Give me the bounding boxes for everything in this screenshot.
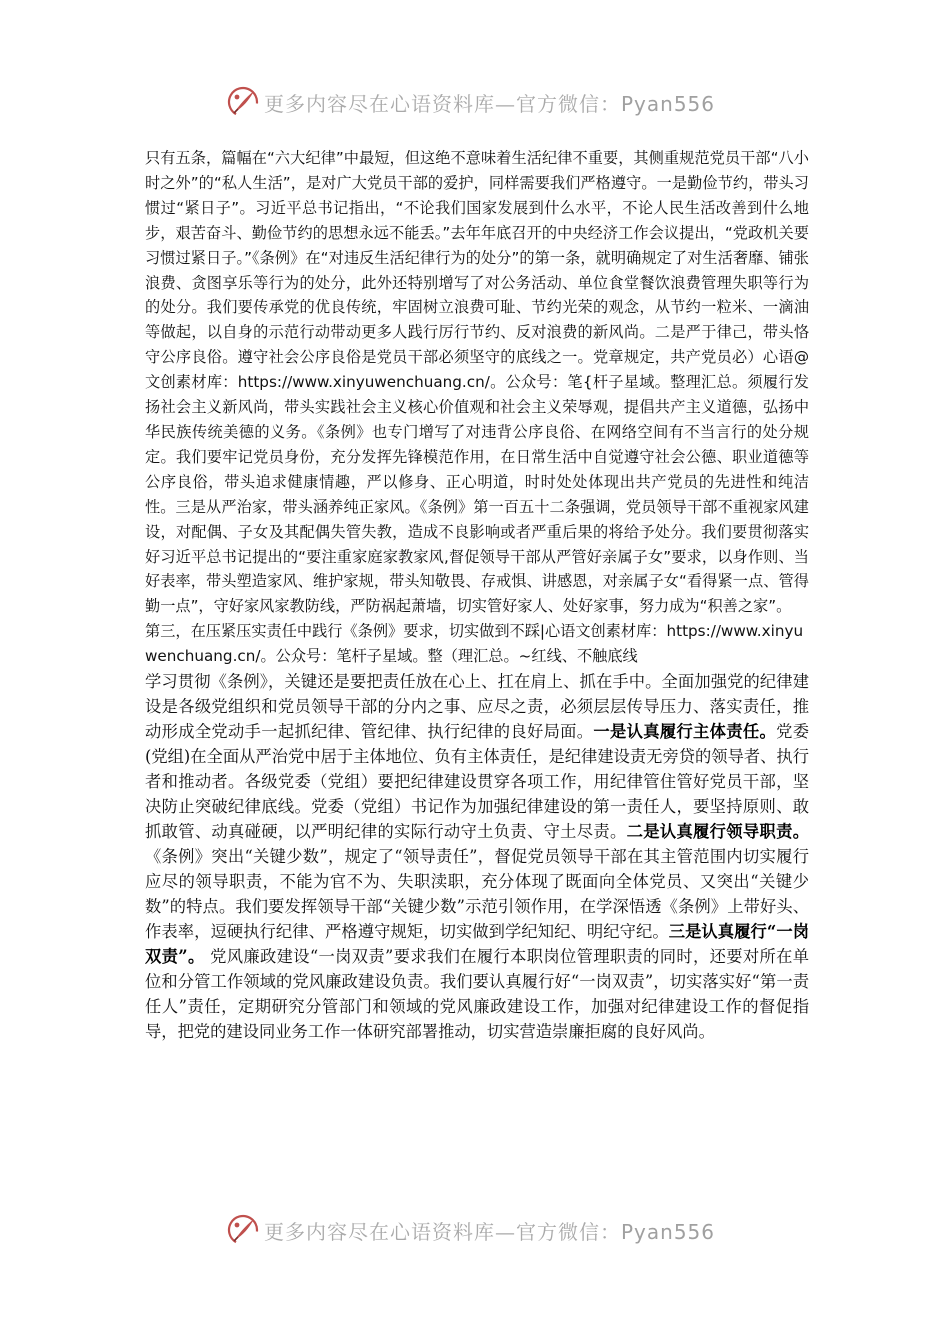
quill-pen-icon — [226, 1213, 260, 1247]
quill-pen-icon — [226, 85, 260, 119]
wechat-id: Pyan556 — [621, 1219, 716, 1244]
document-body — [145, 146, 809, 1044]
text-run: 学习贯彻《条例》，关键还是要把责任放在心上、扛在肩上、抓在手中。全面加强党的纪律建设是各级党组织和党员领导干部的分内之事、应尽之责，必须层层传导压力、落实责任，推动形成全党动手一起抓纪律、管纪律、执行纪律的良好局面。 — [145, 672, 809, 742]
bold-point-two: 二是认真履行领导职责。 — [626, 822, 809, 842]
paragraph-responsibility — [145, 669, 809, 1044]
text-run: 党风廉政建设“一岗双责”要求我们在履行本职岗位管理职责的同时，还要对所在单位和分管工作领域的党风廉政建设负责。我们要认真履行好“一岗双责”，切实落实好“第一责任人”责任，定期研究分管部门和领域的党风廉政建设工作，加强对纪律建设工作的督促指导，把党的建设同业务工作一体研究部署推动，切实营造崇廉拒腐的良好风尚。 — [145, 947, 809, 1042]
header-watermark-banner — [226, 82, 746, 122]
footer-watermark-banner — [226, 1210, 746, 1250]
watermark-text: 更多内容尽在心语资料库—官方微信：Pyan556 — [264, 1219, 716, 1244]
text-run: 党委(党组)在全面从严治党中居于主体地位、负有主体责任，是纪律建设责无旁贷的领导者、执行者和推动者。各级党委（党组）要把纪律建设贯穿各项工作，用纪律管住管好党员干部，坚决防止突破纪律底线。党委（党组）书记作为加强纪律建设的第一责任人，要坚持原则、敢抓敢管、动真碰硬，以严明纪律的实际行动守土负责、守土尽责。 — [145, 722, 809, 842]
bold-point-three: 三是认真履行“一岗双责”。 — [145, 922, 809, 967]
paragraph-section-three-heading: 第三，在压紧压实责任中践行《条例》要求，切实做到不踩|心语文创素材库：https://www.xinyuwenchuang.cn/。公众号：笔杆子星域。整（理汇总。~红线、不触底线 — [145, 622, 804, 666]
paragraph-life-discipline: 只有五条，篇幅在“六大纪律”中最短，但这绝不意味着生活纪律不重要，其侧重规范党员干部“八小时之外”的“私人生活”，是对广大党员干部的爱护，同样需要我们严格遵守。一是勤俭节约，带头习惯过“紧日子”。习近平总书记指出，“不论我们国家发展到什么水平，不论人民生活改善到什么地步，艰苦奋斗、勤俭节约的思想永远不能丢。”去年年底召开的中央经济工作会议提出，“党政机关要习惯过紧日子。”《条例》在“对违反生活纪律行为的处分”的第一条，就明确规定了对生活奢靡、铺张浪费、贪图享乐等行为的处分，此外还特别增写了对公务活动、单位食堂餐饮浪费管理失职等行为的处分。我们要传承党的优良传统，牢固树立浪费可耻、节约光荣的观念，从节约一粒米、一滴油等做起，以自身的示范行动带动更多人践行厉行节约、反对浪费的新风尚。二是严于律己，带头恪守公序良俗。遵守社会公序良俗是党员干部必须坚守的底线之一。党章规定，共产党员必）心语@文创素材库：https://www.xinyuwenchuang.cn/。公众号：笔{杆子星域。整理汇总。须履行发扬社会主义新风尚，带头实践社会主义核心价值观和社会主义荣辱观，提倡共产主义道德，弘扬中华民族传统美德的义务。《条例》也专门增写了对违背公序良俗、在网络空间有不当言行的处分规定。我们要牢记党员身份，充分发挥先锋模范作用，在日常生活中自觉遵守社会公德、职业道德等公序良俗，带头追求健康情趣，严以修身、正心明道，时时处处体现出共产党员的先进性和纯洁性。三是从严治家，带头涵养纯正家风。《条例》第一百五十二条强调，党员领导干部不重视家风建设，对配偶、子女及其配偶失管失教，造成不良影响或者严重后果的将给予处分。我们要贯彻落实好习近平总书记提出的“要注重家庭家教家风,督促领导干部从严管好亲属子女”要求，以身作则、当好表率，带头塑造家风、维护家规，带头知敬畏、存戒惧、讲感恩，对亲属子女“看得紧一点、管得勤一点”，守好家风家教防线，严防祸起萧墙，切实管好家人、处好家事，努力成为“积善之家”。 — [145, 149, 809, 616]
bold-point-one: 一是认真履行主体责任。 — [593, 722, 777, 742]
wechat-id: Pyan556 — [621, 91, 716, 116]
watermark-text: 更多内容尽在心语资料库—官方微信：Pyan556 — [264, 91, 716, 116]
text-run: 《条例》突出“关键少数”，规定了“领导责任”，督促党员领导干部在其主管范围内切实履行应尽的领导职责，不能为官不为、失职渎职，充分体现了既面向全体党员、又突出“关键少数”的特点。我们要发挥领导干部“关键少数”示范引领作用，在学深悟透《条例》上带好头、作表率，逗硬执行纪律、严格遵守规矩，切实做到学纪知纪、明纪守纪。 — [145, 847, 809, 942]
